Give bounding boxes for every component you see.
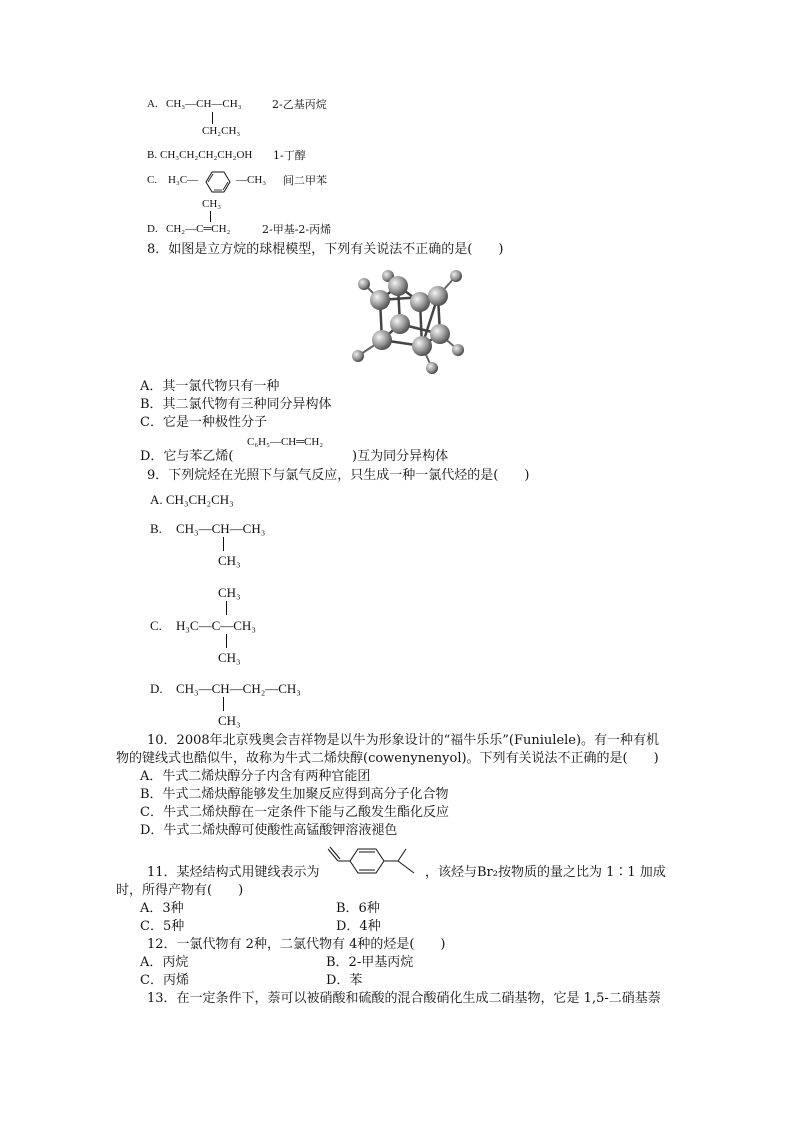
- q10-stem-line2: 物的键线式也酷似牛，故称为牛式二烯炔醇(cowenynenyol)。下列有关说法不正确的是( ): [116, 751, 659, 766]
- q8-option-d-formula: C₆H₅—CH═CH₂: [247, 436, 324, 448]
- q8-option-c: C．它是一种极性分子: [140, 415, 267, 430]
- q8-option-d-prefix: D．它与苯乙烯(: [140, 449, 234, 464]
- q13-stem-line1: 13．在一定条件下，萘可以被硝酸和硫酸的混合酸硝化生成二硝基物，它是 1,5-二硝基萘: [147, 991, 661, 1006]
- q10-option-d: D．牛式二烯炔醇可使酸性高锰酸钾溶液褪色: [140, 823, 398, 838]
- q12-option-c: C．丙烯: [140, 973, 189, 988]
- q10-option-c: C．牛式二烯炔醇在一定条件下能与乙酸发生酯化反应: [140, 805, 449, 820]
- q9-c-bond-bottom: [226, 634, 227, 648]
- hydrocarbon-skeleton-icon: [326, 843, 424, 879]
- benzene-ring-icon: [198, 168, 238, 196]
- q7-d-bond: [210, 211, 211, 222]
- q8-option-b: B．其二氯代物有三种同分异构体: [140, 397, 332, 412]
- q7-option-c-right: —CH₃: [236, 174, 267, 186]
- q11-option-c: C．5种: [140, 919, 185, 934]
- q9-stem: 9．下列烷烃在光照下与氯气反应，只生成一种一氯代烃的是( ): [147, 468, 530, 483]
- q7-option-b-formula: CH₃CH₂CH₂CH₂OH: [160, 149, 253, 161]
- q7-option-d-name: 2-甲基-2-丙烯: [262, 223, 332, 236]
- q12-option-b: B．2-甲基丙烷: [326, 955, 414, 970]
- q9-option-d-label: D.: [150, 681, 163, 696]
- q9-option-b-label: B.: [150, 521, 162, 536]
- cubane-model-icon: [350, 262, 470, 374]
- q7-option-d-top: CH₃: [202, 198, 222, 210]
- q9-option-d-main: CH₃—CH—CH₂—CH₃: [176, 681, 301, 696]
- q7-option-a-branch: CH₂CH₃: [202, 125, 241, 137]
- q7-option-b-name: 1-丁醇: [273, 149, 306, 162]
- q10-option-a: A．牛式二烯炔醇分子内含有两种官能团: [140, 769, 371, 784]
- q7-option-a-formula: CH₃—CH—CH₃: [166, 98, 242, 110]
- q7-option-d-label: D.: [147, 223, 158, 235]
- q7-option-a-label: A.: [147, 98, 158, 110]
- q12-stem: 12．一氯代物有 2种，二氯代物有 4种的烃是( ): [147, 937, 446, 952]
- q8-option-a: A．其一氯代物只有一种: [140, 379, 280, 394]
- q12-option-d: D．苯: [326, 973, 363, 988]
- q9-b-bond: [223, 537, 224, 551]
- q9-option-c-main: H₃C—C—CH₃: [176, 618, 256, 633]
- q9-option-c-top: CH₃: [218, 585, 241, 600]
- q7-option-d-formula: CH₂—C═CH₂: [166, 223, 231, 235]
- q7-option-c-name: 间二甲苯: [283, 174, 327, 187]
- q12-option-a: A．丙烷: [140, 955, 189, 970]
- q11-option-d: D．4种: [336, 919, 381, 934]
- q9-d-bond: [223, 697, 224, 711]
- q9-option-c-label: C.: [150, 618, 162, 633]
- q11-stem-suffix: ，该烃与Br₂按物质的量之比为 1∶1 加成: [425, 865, 666, 880]
- q7-option-a-name: 2-乙基丙烷: [272, 98, 327, 111]
- q8-option-d-suffix: )互为同分异构体: [352, 449, 449, 464]
- q9-option-b-main: CH₃—CH—CH₃: [176, 521, 266, 536]
- q11-option-b: B．6种: [336, 901, 380, 916]
- q10-option-b: B．牛式二烯炔醇能够发生加聚反应得到高分子化合物: [140, 787, 449, 802]
- q8-stem: 8．如图是立方烷的球棍模型，下列有关说法不正确的是( ): [147, 242, 504, 257]
- q10-stem-line1: 10．2008年北京残奥会吉祥物是以牛为形象设计的“福牛乐乐”(Funiulele)。有一种有机: [147, 733, 660, 748]
- q9-option-c-bottom: CH₃: [218, 650, 241, 665]
- q7-option-b-label: B.: [147, 149, 158, 161]
- q7-option-c-label: C.: [147, 174, 158, 186]
- q9-option-b-branch: CH₃: [218, 553, 241, 568]
- q11-stem-prefix: 11．某烃结构式用键线表示为: [147, 865, 320, 880]
- q11-stem-line2: 时，所得产物有( ): [116, 883, 244, 898]
- q7-option-c-left: H₃C—: [168, 174, 199, 186]
- q9-option-a: A. CH₃CH₂CH₃: [150, 492, 234, 507]
- q11-option-a: A．3种: [140, 901, 184, 916]
- q9-c-bond-top: [226, 601, 227, 615]
- q9-option-d-branch: CH₃: [218, 713, 241, 728]
- q7-a-bond: [212, 112, 213, 124]
